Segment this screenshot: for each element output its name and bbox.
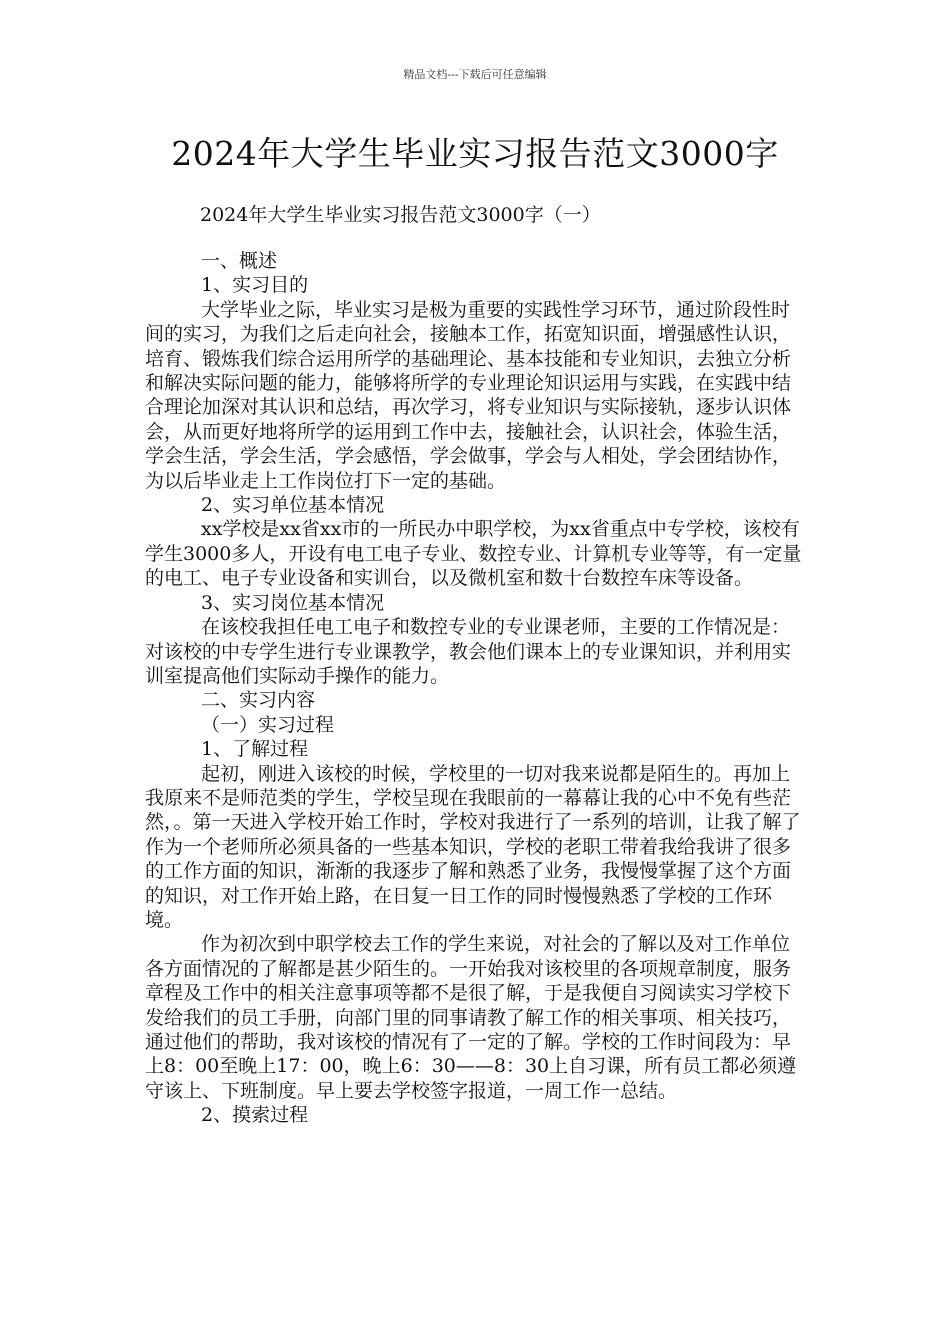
section-heading: 2、实习单位基本情况 (201, 494, 385, 517)
body-paragraph: 在该校我担任电工电子和数控专业的专业课老师，主要的工作情况是：对该校的中专学生进行专业课教学，教会他们课本上的专业课知识，并利用实训室提高他们实际动手操作的能力。 (145, 616, 792, 687)
section-heading: 2、摸索过程 (201, 1104, 309, 1127)
document-subtitle: 2024年大学生毕业实习报告范文3000字（一） (200, 204, 601, 226)
section-heading: 一、概述 (201, 250, 278, 272)
section-heading: 1、了解过程 (201, 738, 309, 761)
page-header: 精品文档---下载后可任意编辑 (403, 68, 547, 81)
body-paragraph: 大学毕业之际，毕业实习是极为重要的实践性学习环节，通过阶段性时间的实习，为我们之后走向社会，接触本工作，拓宽知识面，增强感性认识，培育、锻炼我们综合运用所学的基础理论、基本技能和专业知识，去独立分析和解决实际问题的能力，能够将所学的专业理论知识运用与实践，在实践中结合理论加深对其认识和总结，再次学习，将专业知识与实际接轨，逐步认识体会，从而更好地将所学的运用到工作中去，接触社会，认识社会，体验生活，学会生活，学会生活，学会感悟，学会做事，学会与人相处，学会团结协作，为以后毕业走上工作岗位打下一定的基础。 (145, 298, 792, 492)
document-title: 2024年大学生毕业实习报告范文3000字 (171, 134, 779, 173)
document-body (145, 249, 807, 1128)
section-heading: 3、实习岗位基本情况 (201, 591, 385, 614)
section-heading: 二、实习内容 (201, 689, 316, 712)
section-heading: （一）实习过程 (201, 713, 335, 736)
section-heading: 1、实习目的 (201, 274, 309, 297)
body-paragraph: xx学校是xx省xx市的一所民办中职学校，为xx省重点中专学校，该校有学生3000多人，开设有电工电子专业、数控专业、计算机专业等等，有一定量的电工、电子专业设备和实训台，以及微机室和数十台数控车床等设备。 (145, 518, 802, 590)
body-paragraph: 起初，刚进入该校的时候，学校里的一切对我来说都是陌生的。再加上我原来不是师范类的学生，学校呈现在我眼前的一幕幕让我的心中不免有些茫然，。第一天进入学校开始工作时，学校对我进行了一系列的培训，让我了解了作为一个老师所必须具备的一些基本知识，学校的老职工带着我给我讲了很多的工作方面的知识，渐渐的我逐步了解和熟悉了业务，我慢慢掌握了这个方面的知识，对工作开始上路，在日复一日工作的同时慢慢熟悉了学校的工作环境。 (145, 762, 801, 931)
body-paragraph: 作为初次到中职学校去工作的学生来说，对社会的了解以及对工作单位各方面情况的了解都是甚少陌生的。一开始我对该校里的各项规章制度，服务章程及工作中的相关注意事项等都不是很了解，于是我便自习阅读实习学校下发给我们的员工手册，向部门里的同事请教了解工作的相关事项、相关技巧，通过他们的帮助，我对该校的情况有了一定的了解。学校的工作时间段为：早上8：00至晚上17：00，晚上6：30——8：30上自习课，所有员工都必须遵守该上、下班制度。早上要去学校签字报道，一周工作一总结。 (145, 933, 797, 1102)
